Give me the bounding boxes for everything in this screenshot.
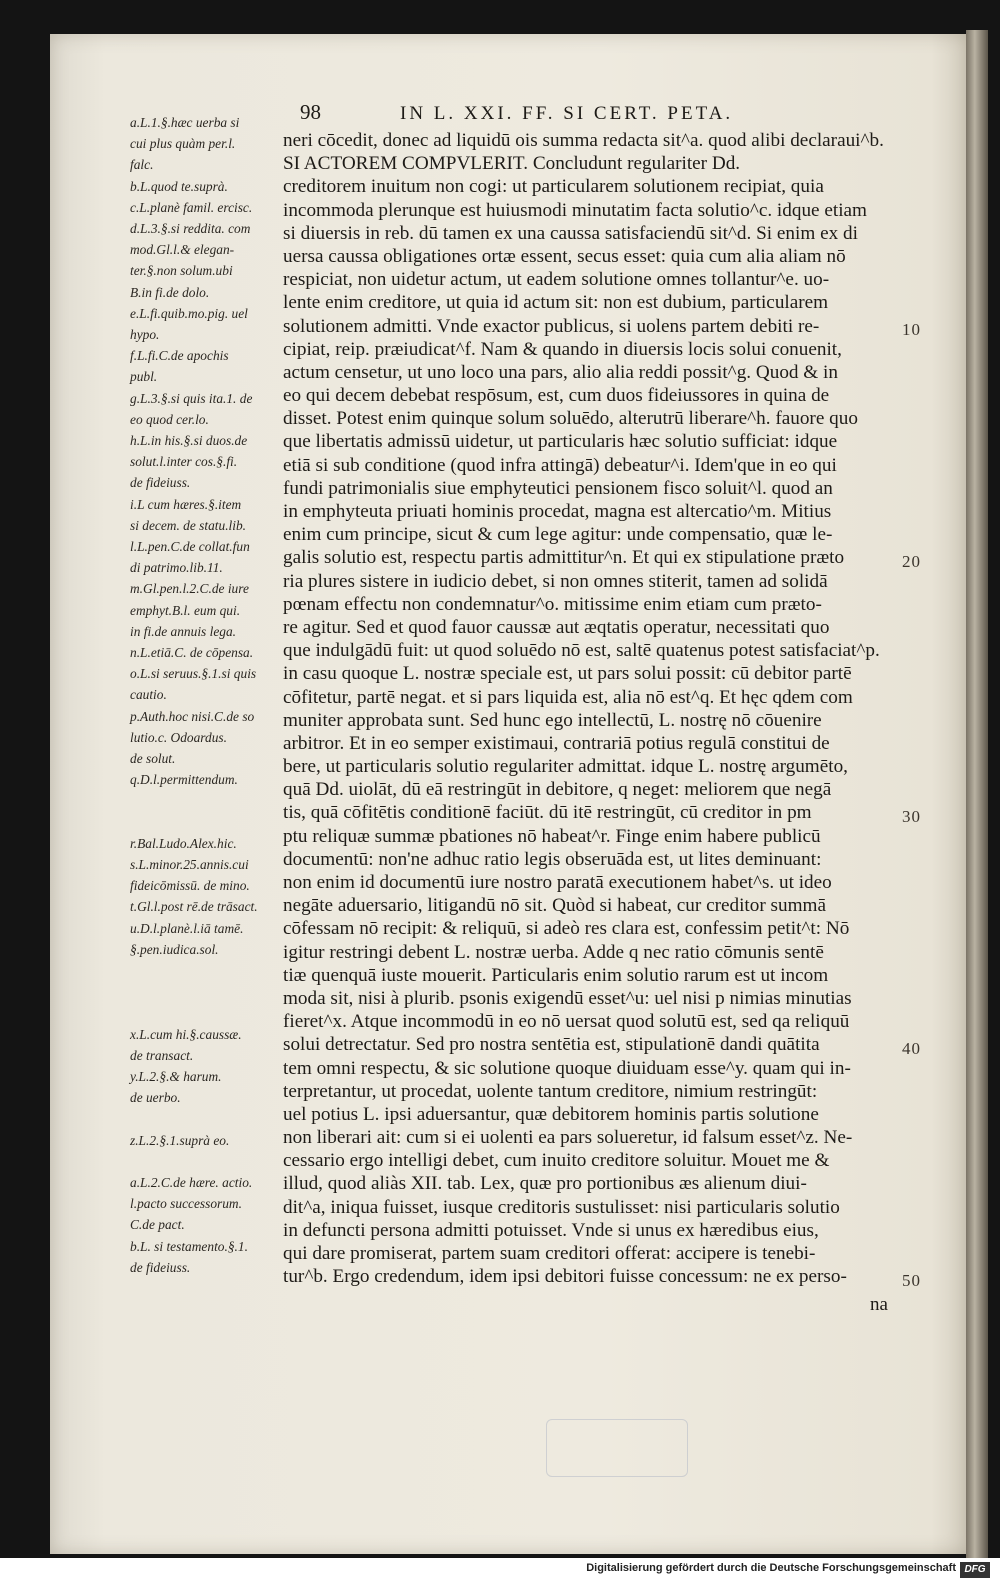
text-line: ria plures sistere in iudicio debet, si non omnes stiterit, tamen ad solidā bbox=[283, 570, 828, 592]
text-line: in emphyteuta priuati hominis procedat, magna est altercatio^m. Mitius bbox=[283, 501, 832, 522]
text-line: tur^b. Ergo credendum, idem ipsi debitori fuisse concessum: ne ex perso- bbox=[283, 1266, 847, 1288]
line-number: 20 bbox=[902, 551, 921, 571]
margin-note: emphyt.B.l. eum qui. bbox=[130, 602, 241, 618]
margin-note: a.L.1.§.hæc uerba si bbox=[130, 115, 240, 130]
line-number: 10 bbox=[902, 319, 921, 339]
margin-note: u.D.l.planè.l.iā tamē. bbox=[130, 920, 244, 936]
margin-note: d.L.3.§.si reddita. com bbox=[130, 221, 251, 236]
margin-note: q.D.l.permittendum. bbox=[130, 772, 238, 788]
text-line: cipiat, reip. præiudicat^f. Nam & quando in diuersis locis solui conuenit, bbox=[283, 338, 842, 360]
margin-note: solut.l.inter cos.§.fi. bbox=[130, 454, 238, 470]
margin-note: y.L.2.§.& harum. bbox=[130, 1069, 222, 1084]
text-line: lente enim creditore, ut quia id actum sit: non est dubium, particularem bbox=[283, 292, 829, 314]
margin-note: cui plus quàm per.l. bbox=[130, 136, 236, 152]
margin-note: e.L.fi.quib.mo.pig. uel bbox=[130, 305, 248, 321]
margin-note: si decem. de statu.lib. bbox=[130, 517, 247, 533]
text-line: dit^a, iniqua fuisset, iusque creditoris sustulisset: nisi particularis solutio bbox=[283, 1196, 840, 1218]
text-line: negāte aduersario, litigandū nō sit. Quòd si habeat, cur creditor summā bbox=[283, 895, 826, 917]
text-line: galis solutio est, respectu partis admittitur^n. Et qui ex stipulatione præto bbox=[283, 547, 845, 569]
margin-note: h.L.in his.§.si duos.de bbox=[130, 433, 248, 448]
margin-note: mod.Gl.l.& elegan- bbox=[130, 242, 235, 258]
text-line: respiciat, non uidetur actum, ut eadem solutione omnes tollantur^e. uo- bbox=[283, 269, 830, 291]
footer-bar bbox=[0, 1558, 1000, 1585]
catchword: na bbox=[870, 1294, 888, 1315]
text-line: enim cum principe, sicut & cum lege agitur: unde compensatio, quæ le- bbox=[283, 524, 833, 546]
text-line: terpretantur, ut procedat, uolente tantum creditore, nimium restringūt: bbox=[283, 1080, 818, 1102]
margin-note: de uerbo. bbox=[130, 1090, 181, 1106]
text-line: que libertatis admissū uidetur, ut particularis hæc solutio sufficiat: idque bbox=[283, 431, 838, 453]
text-line: ptu reliquæ summæ pbationes nō habeat^r. Finge enim habere publicū bbox=[283, 825, 821, 847]
text-line: solutionem admitti. Vnde exactor publicus, si uolens partem debiti re- bbox=[283, 315, 820, 337]
margin-note: t.Gl.l.post rē.de trāsact. bbox=[130, 899, 258, 915]
text-line: etiā si sub conditione (quod infra attingā) debeatur^i. Idem'que in eo qui bbox=[283, 454, 837, 476]
margin-note: b.L.quod te.suprà. bbox=[130, 178, 228, 194]
text-line: quā Dd. uiolāt, dū eā restringūt in debitore, q neget: meliorem que negā bbox=[283, 779, 832, 801]
text-line: eo qui decem debebat respōsum, est, cum duos fideiussores in quina de bbox=[283, 385, 830, 407]
funding-credit: Digitalisierung gefördert durch die Deutsche Forschungsgemeinschaft bbox=[586, 1562, 956, 1574]
margin-note: cautio. bbox=[130, 687, 167, 703]
text-line: SI ACTOREM COMPVLERIT. Concludunt regulariter Dd. bbox=[283, 153, 741, 175]
text-line: in defuncti persona admitti potuisset. Vnde si unus ex hæredibus eius, bbox=[283, 1219, 819, 1241]
text-line: fundi patrimonialis siue emphyteutici pensionem fisco soluit^l. quod an bbox=[283, 477, 833, 499]
text-line: bere, ut particularis solutio regulariter admittat. idque L. nostrę argumēto, bbox=[283, 756, 848, 778]
running-title: IN L. XXI. FF. SI CERT. PETA. bbox=[400, 103, 734, 124]
margin-note: de fideiuss. bbox=[130, 475, 191, 491]
text-line: pœnam effectu non condemnatur^o. mitissime enim etiam cum præto- bbox=[283, 593, 822, 615]
margin-note: in fi.de annuis lega. bbox=[130, 623, 237, 639]
line-number: 30 bbox=[902, 807, 921, 826]
margin-note: l.L.pen.C.de collat.fun bbox=[130, 539, 250, 554]
text-line: fieret^x. Atque incommodū in eo nō uersat quod solutū est, sed qa reliquū bbox=[283, 1011, 850, 1033]
page-number: 98 bbox=[300, 100, 321, 124]
dfg-logo: DFG bbox=[960, 1562, 990, 1578]
margin-note: publ. bbox=[130, 369, 158, 385]
text-line: cōfessam nō recipit: & reliquū, si adeò res clara est, confessim petit^t: Nō bbox=[283, 918, 850, 940]
text-line: cessario ergo intelligi debet, cum inuito creditore soluitur. Mouet me & bbox=[283, 1150, 830, 1172]
text-line: neri cōcedit, donec ad liquidū ois summa redacta sit^a. quod alibi declaraui^b. bbox=[283, 130, 884, 151]
margin-note: n.L.etiā.C. de cōpensa. bbox=[130, 645, 254, 660]
text-line: tiæ quenquā iuste mouerit. Particularis enim solutio rarum est ut incom bbox=[283, 964, 829, 986]
margin-note: z.L.2.§.1.suprà eo. bbox=[130, 1132, 230, 1148]
text-line: incommoda plerunque est huiusmodi minutatim facta solutio^c. idque etiam bbox=[283, 199, 867, 221]
text-line: solui detrectatur. Sed pro nostra sentētia est, stipulationē dandi quātita bbox=[283, 1034, 820, 1056]
margin-note: di patrimo.lib.11. bbox=[130, 560, 223, 576]
text-line: cōfitetur, partē negat. et si pars liquida est, alia nō est^q. Et hęc qdem com bbox=[283, 686, 853, 708]
text-line: uel potius L. ipsi aduersantur, quæ debitorem hominis partis solutione bbox=[283, 1103, 819, 1125]
margin-note: lutio.c. Odoardus. bbox=[130, 729, 227, 745]
margin-note: m.Gl.pen.l.2.C.de iure bbox=[130, 581, 249, 597]
margin-note: s.L.minor.25.annis.cui bbox=[130, 857, 249, 872]
margin-note: hypo. bbox=[130, 327, 160, 342]
text-line: que indulgādū fuit: ut quod soluēdo nō est, saltē quatenus potest satisfaciat^p. bbox=[283, 640, 880, 662]
text-line: non enim id documentū iure nostro paratā executionem habet^s. ut ideo bbox=[283, 872, 832, 893]
text-line: si diuersis in reb. dū tamen ex una caussa satisfaciendū sit^d. Si enim ex di bbox=[283, 222, 858, 244]
text-line: uersa caussa obligationes ortæ essent, secus esset: quia cum alia aliam nō bbox=[283, 245, 846, 267]
text-line: tis, quā cōfitētis conditionē faciūt. dū itē restringūt, cū creditor in pm bbox=[283, 802, 812, 824]
margin-note: de solut. bbox=[130, 751, 176, 766]
text-line: actum censetur, ut uno loco una pars, alio alia reddi possit^g. Quod & in bbox=[283, 361, 838, 383]
line-number: 50 bbox=[902, 1271, 921, 1290]
margin-note: f.L.fi.C.de apochis bbox=[130, 348, 229, 364]
text-line: moda sit, nisi à plurib. psonis exigendū esset^u: uel nisi p nimias minutias bbox=[283, 987, 852, 1009]
margin-note: o.L.si seruus.§.1.si quis bbox=[130, 666, 257, 682]
margin-note: eo quod cer.lo. bbox=[130, 411, 209, 427]
margin-note: falc. bbox=[130, 157, 154, 173]
margin-note: b.L. si testamento.§.1. bbox=[130, 1238, 248, 1254]
library-stamp bbox=[546, 1419, 688, 1477]
margin-note: g.L.3.§.si quis ita.1. de bbox=[130, 390, 253, 406]
page-header bbox=[300, 100, 820, 128]
text-line: illud, quod aliàs XII. tab. Lex, quæ pro portionibus æs alienum diui- bbox=[283, 1173, 807, 1195]
text-line: documentū: non'ne adhuc ratio legis obseruāda est, ut lites deminuant: bbox=[283, 848, 822, 870]
margin-note: B.in fi.de dolo. bbox=[130, 284, 210, 300]
margin-note: a.L.2.C.de hære. actio. bbox=[130, 1175, 253, 1190]
text-line: igitur restringi debent L. nostræ uerba. Adde q nec ratio cōmunis sentē bbox=[283, 941, 824, 963]
margin-note: p.Auth.hoc nisi.C.de so bbox=[130, 708, 255, 724]
margin-note: c.L.planè famil. ercisc. bbox=[130, 199, 253, 215]
margin-note: C.de pact. bbox=[130, 1217, 185, 1233]
margin-note: de fideiuss. bbox=[130, 1259, 191, 1275]
margin-note: x.L.cum hi.§.caussæ. bbox=[130, 1026, 242, 1042]
book-binding-edge bbox=[966, 30, 988, 1560]
margin-note: fideicōmissū. de mino. bbox=[130, 878, 250, 894]
margin-note: ter.§.non solum.ubi bbox=[130, 263, 233, 279]
text-line: re agitur. Sed et quod fauor caussæ aut æqtatis operatur, necessitati quo bbox=[283, 616, 830, 638]
text-line: disset. Potest enim quinque solum soluēdo, alterutrū liberare^h. fauore quo bbox=[283, 408, 858, 430]
margin-note: de transact. bbox=[130, 1047, 194, 1063]
margin-note: §.pen.iudica.sol. bbox=[130, 941, 219, 957]
line-number: 40 bbox=[902, 1039, 921, 1058]
main-text-block bbox=[283, 129, 898, 1288]
text-line: tem omni respectu, & sic solutione quoque diuiduam esse^y. quam qui in- bbox=[283, 1057, 851, 1079]
text-line: creditorem inuitum non cogi: ut particularem solutionem recipiat, quia bbox=[283, 176, 824, 198]
text-line: in casu quoque L. nostræ speciale est, ut pars solui possit: cū debitor partē bbox=[283, 663, 852, 685]
margin-note: r.Bal.Ludo.Alex.hic. bbox=[130, 835, 237, 851]
text-line: arbitror. Et in eo semper existimaui, contrariā potius regulā constitui de bbox=[283, 732, 830, 754]
text-line: non liberari ait: cum si ei uolenti ea pars solueretur, id falsum esset^z. Ne- bbox=[283, 1127, 853, 1149]
text-line: muniter approbata sunt. Sed hunc ego intellectū, L. nostrę nō cōuenire bbox=[283, 709, 822, 731]
margin-note: i.L cum hæres.§.item bbox=[130, 496, 242, 512]
text-line: qui dare promiserat, partem suam creditori offerat: accipere is tenebi- bbox=[283, 1243, 816, 1264]
margin-note: l.pacto successorum. bbox=[130, 1196, 242, 1212]
